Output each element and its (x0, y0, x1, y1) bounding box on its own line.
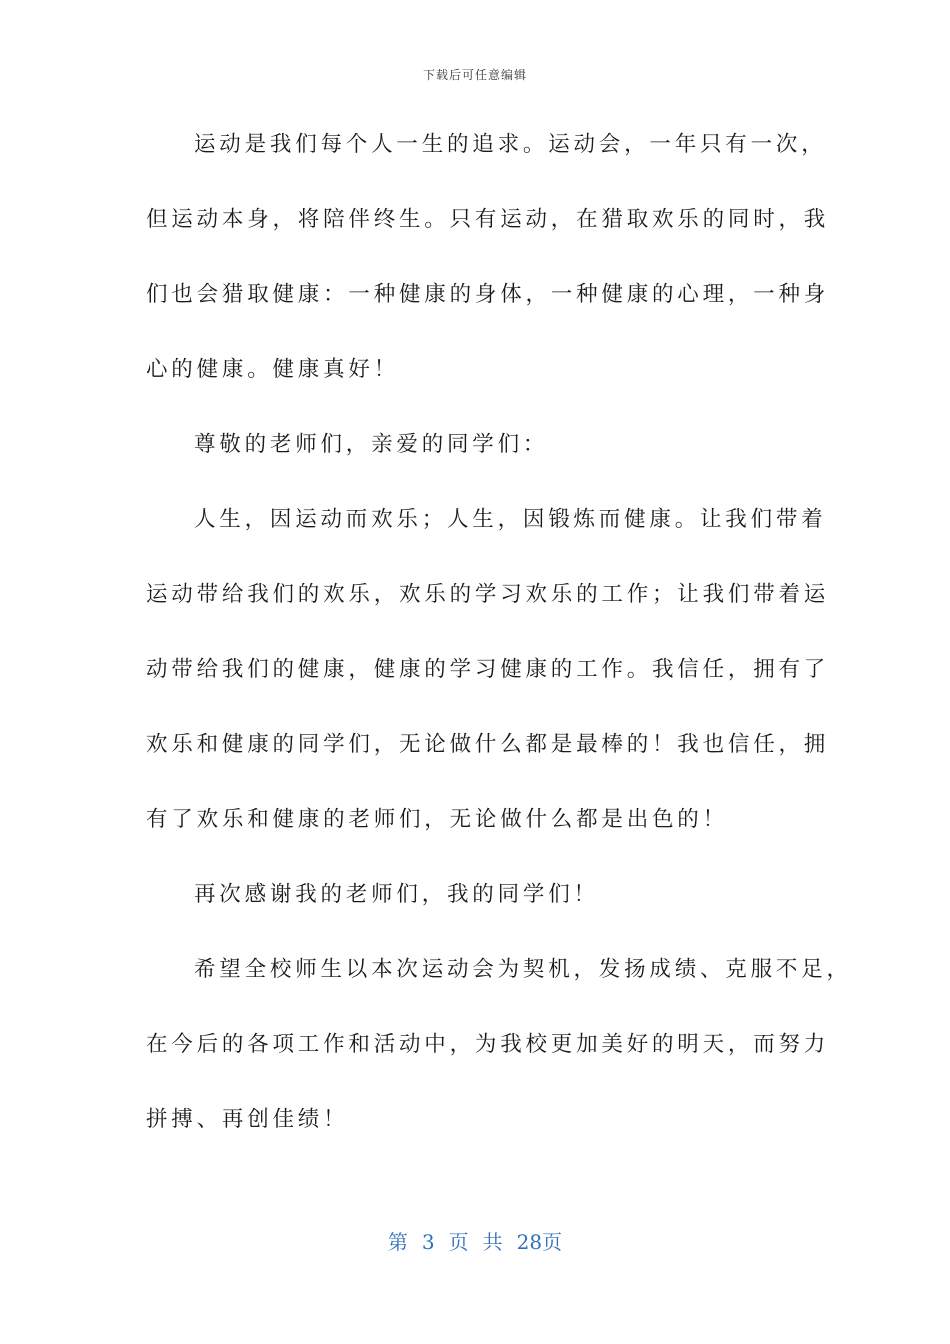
paragraph-line: 人生，因运动而欢乐；人生，因锻炼而健康。让我们带着 (194, 507, 827, 532)
paragraph-line: 运动是我们每个人一生的追求。运动会，一年只有一次， (194, 132, 827, 157)
page-number-footer (0, 1226, 950, 1255)
paragraph-line: 拼搏、再创佳绩！ (146, 1107, 349, 1132)
paragraph-line: 们也会猎取健康：一种健康的身体，一种健康的心理，一种身 (146, 282, 830, 307)
paragraph-line: 欢乐和健康的同学们，无论做什么都是最棒的！我也信任，拥 (146, 732, 830, 757)
footer-label-gong: 共 (482, 1230, 503, 1254)
paragraph-line: 但运动本身，将陪伴终生。只有运动，在猎取欢乐的同时，我 (146, 207, 830, 232)
paragraph-line: 尊敬的老师们，亲爱的同学们： (194, 432, 549, 457)
paragraph-line: 有了欢乐和健康的老师们，无论做什么都是出色的！ (146, 807, 728, 832)
paragraph-line: 心的健康。健康真好！ (146, 357, 400, 382)
paragraph-line: 再次感谢我的老师们，我的同学们！ (194, 882, 599, 907)
page-header: 下载后可任意编辑 (422, 68, 527, 82)
total-pages: 28页 (516, 1230, 563, 1254)
footer-label-di: 第 (387, 1230, 408, 1254)
current-page-number: 3 (421, 1230, 435, 1254)
paragraph-line: 在今后的各项工作和活动中，为我校更加美好的明天，而努力 (146, 1032, 830, 1057)
document-body (146, 121, 852, 1171)
paragraph-line: 动带给我们的健康，健康的学习健康的工作。我信任，拥有了 (146, 657, 830, 682)
paragraph-line: 运动带给我们的欢乐，欢乐的学习欢乐的工作；让我们带着运 (146, 582, 830, 607)
footer-label-ye: 页 (448, 1230, 469, 1254)
paragraph-line: 希望全校师生以本次运动会为契机，发扬成绩、克服不足， (194, 957, 852, 982)
